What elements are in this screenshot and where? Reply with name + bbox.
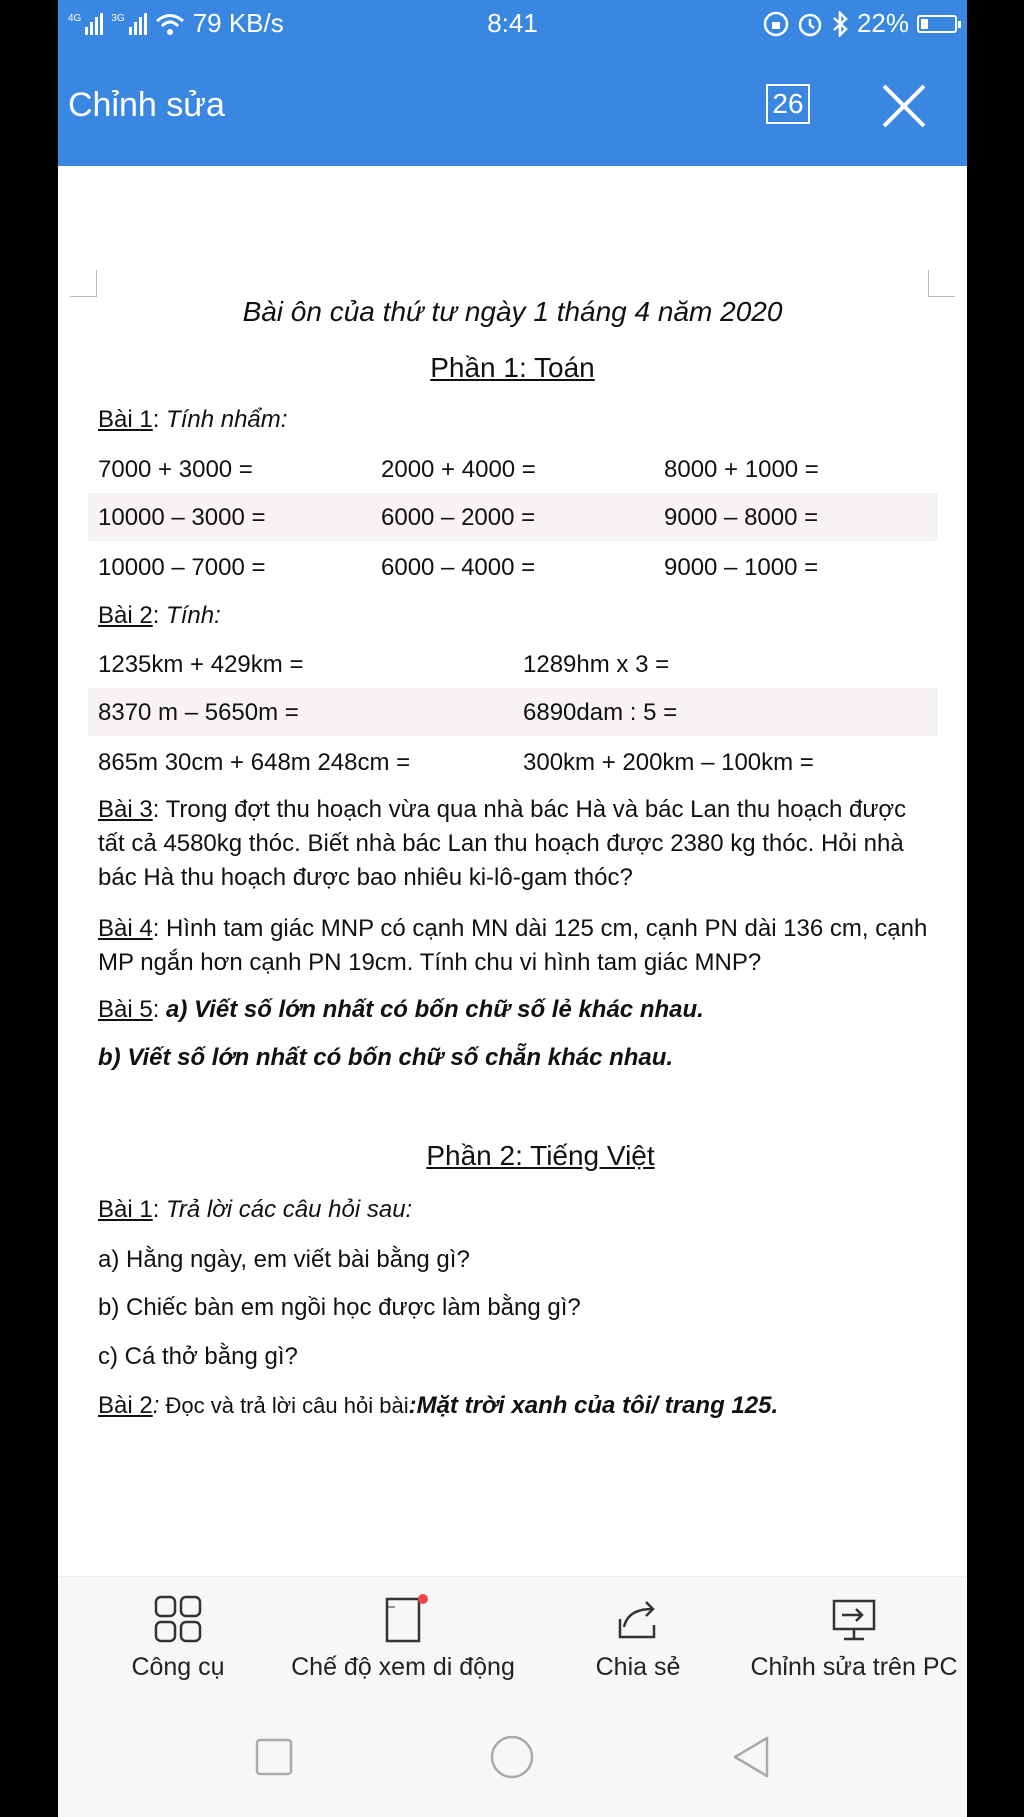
navigation-bar — [58, 1696, 967, 1817]
tools-label: Công cụ — [131, 1653, 225, 1681]
section-heading: Phần 1: Toán — [430, 352, 595, 383]
alarm-icon — [797, 11, 823, 37]
exercise-heading: Bài 2: Tính: — [98, 602, 221, 629]
battery-icon — [917, 15, 957, 33]
mobile-view-icon — [377, 1593, 429, 1645]
question-item: c) Cá thở bằng gì? — [98, 1343, 298, 1370]
document-page[interactable] — [58, 166, 967, 1576]
document-title: Bài ôn của thứ tư ngày 1 tháng 4 năm 2020 — [242, 296, 783, 327]
recent-apps-icon[interactable] — [251, 1734, 297, 1780]
share-label: Chia sẻ — [595, 1653, 681, 1681]
monitor-icon — [828, 1593, 880, 1645]
signal-icon: 4G — [68, 13, 103, 35]
exercise-row: 865m 30cm + 648m 248cm = 300km + 200km – 100km = — [98, 749, 814, 776]
app-header — [58, 46, 967, 166]
exercise-heading: Bài 5: a) Viết số lớn nhất có bốn chữ số lẻ khác nhau. — [98, 996, 704, 1023]
exercise-row: 7000 + 3000 = 2000 + 4000 = 8000 + 1000 = — [98, 456, 819, 483]
app-screen — [58, 0, 967, 1817]
section-heading: Phần 2: Tiếng Việt — [426, 1140, 655, 1171]
mobile-view-button[interactable] — [283, 1577, 523, 1697]
exercise-item: b) Viết số lớn nhất có bốn chữ số chẵn khác nhau. — [98, 1044, 674, 1071]
bottom-toolbar — [58, 1576, 967, 1697]
notification-dot — [418, 1594, 428, 1604]
exercise-row: 10000 – 7000 = 6000 – 4000 = 9000 – 1000 = — [98, 554, 819, 581]
home-icon[interactable] — [489, 1734, 535, 1780]
close-icon[interactable] — [880, 82, 928, 130]
battery-percent: 22% — [856, 8, 909, 38]
bluetooth-icon — [831, 11, 849, 37]
signal-icon: 3G — [111, 13, 146, 35]
question-item: b) Chiếc bàn em ngồi học được làm bằng gì? — [98, 1294, 581, 1321]
exercise-row: 1235km + 429km = 1289hm x 3 = — [98, 651, 670, 678]
mobile-view-label: Chế độ xem di động — [291, 1653, 515, 1681]
edit-on-pc-label: Chỉnh sửa trên PC — [750, 1653, 958, 1681]
status-bar — [58, 0, 967, 46]
exercise-heading: Bài 2: Đọc và trả lời câu hỏi bài:Mặt trời xanh của tôi/ trang 125. — [98, 1392, 779, 1419]
exercise-paragraph: Bài 3: Trong đợt thu hoạch vừa qua nhà bác Hà và bác Lan thu hoạch được tất cả 4580kg thóc. Biết nhà bác Lan thu hoạch được 2380 kg thóc. Hỏi nhà bác Hà thu hoạch được bao nhiêu ki-lô-gam thóc? — [98, 796, 907, 891]
exercise-heading: Bài 1: Trả lời các câu hỏi sau: — [98, 1196, 413, 1223]
exercise-row: 8370 m – 5650m = 6890dam : 5 = — [88, 688, 938, 736]
exercise-row: 10000 – 3000 = 6000 – 2000 = 9000 – 8000 = — [88, 493, 938, 541]
share-button[interactable] — [568, 1577, 708, 1697]
exercise-paragraph: Bài 4: Hình tam giác MNP có cạnh MN dài 125 cm, cạnh PN dài 136 cm, cạnh MP ngắn hơn cạnh PN 19cm. Tính chu vi hình tam giác MNP? — [98, 915, 928, 976]
tools-button[interactable] — [108, 1577, 248, 1697]
grid-icon — [152, 1593, 204, 1645]
edit-on-pc-button[interactable] — [741, 1577, 967, 1697]
clock: 8:41 — [487, 8, 538, 38]
page-title: Chỉnh sửa — [68, 86, 225, 124]
exercise-heading: Bài 1: Tính nhẩm: — [98, 406, 288, 433]
tab-count-button[interactable]: 26 — [766, 84, 810, 124]
network-speed: 79 KB/s — [192, 8, 284, 38]
page-margin-marker — [70, 270, 97, 297]
back-icon[interactable] — [729, 1734, 775, 1780]
page-margin-marker — [928, 270, 955, 297]
lock-rotation-icon — [763, 11, 789, 37]
share-icon — [612, 1593, 664, 1645]
question-item: a) Hằng ngày, em viết bài bằng gì? — [98, 1246, 470, 1273]
